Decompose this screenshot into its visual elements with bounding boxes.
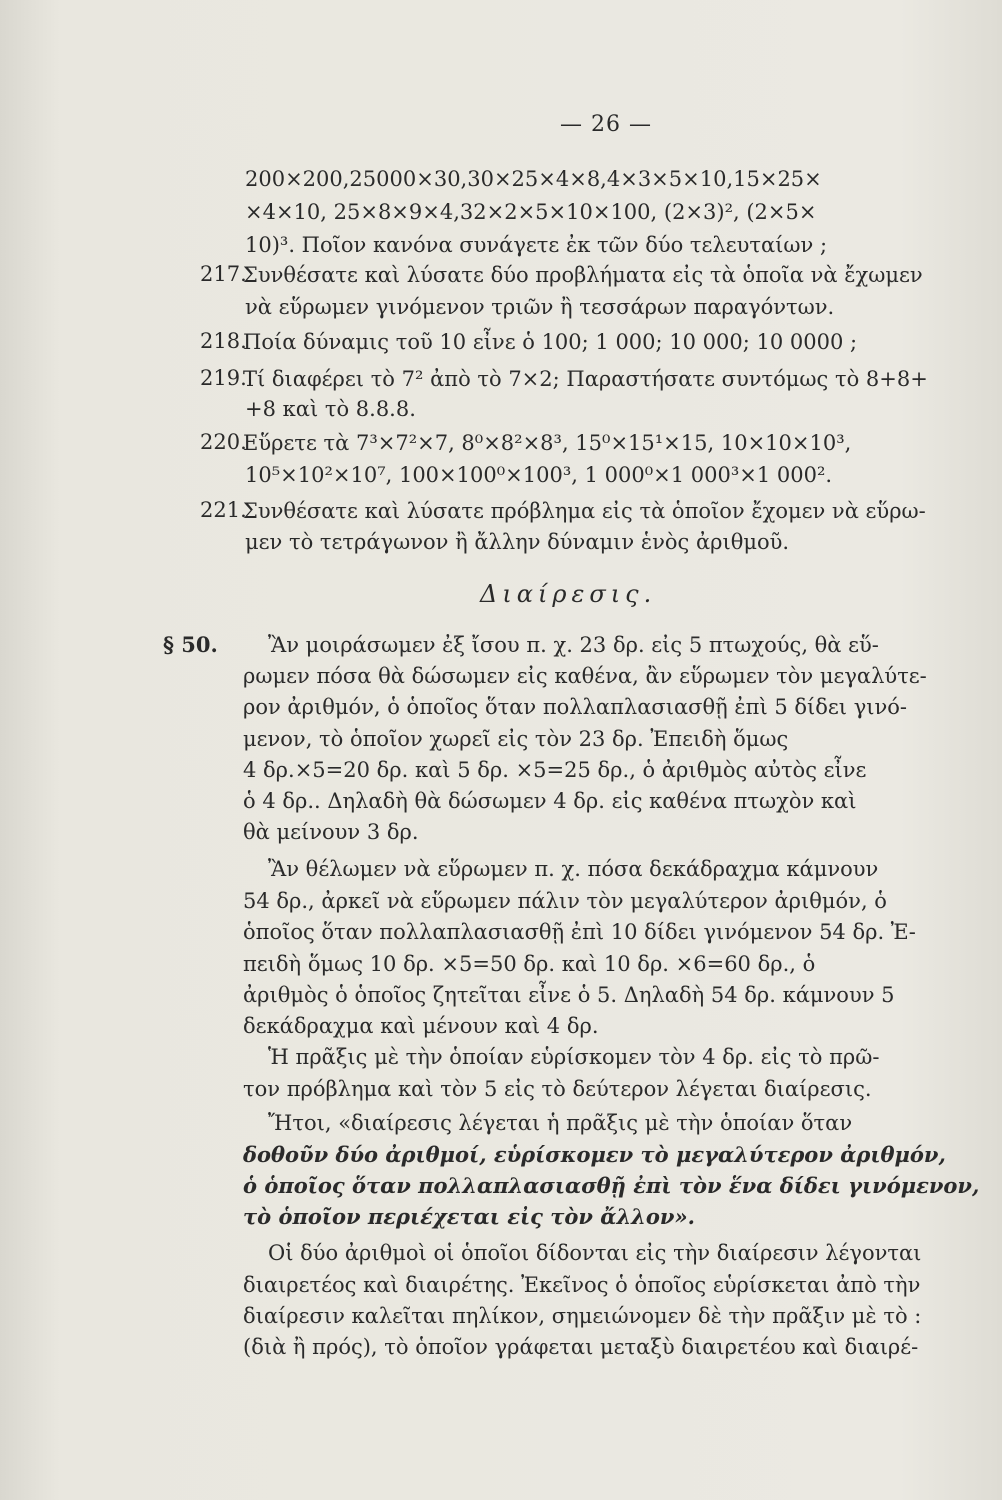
paragraph-line: διαίρεσιν καλεῖται πηλίκον, σημειώνομεν δὲ τὴν πρᾶξιν μὲ τὸ : bbox=[243, 1304, 922, 1328]
paragraph-line: Ἂν μοιράσωμεν ἐξ ἴσου π. χ. 23 δρ. εἰς 5 πτωχούς, θὰ εὕ- bbox=[268, 633, 879, 657]
paragraph-line: 4 δρ.×5=20 δρ. καὶ 5 δρ. ×5=25 δρ., ὁ ἀριθμὸς αὐτὸς εἶνε bbox=[243, 758, 867, 782]
definition-line: ὁ ὁποῖος ὅταν πολλαπλασιασθῇ ἐπὶ τὸν ἕνα δίδει γινόμενον, bbox=[243, 1173, 980, 1198]
exercise-number: 219. bbox=[200, 366, 247, 390]
exercise-number: 218. bbox=[200, 329, 247, 353]
exercise-text: +8 καὶ τὸ 8.8.8. bbox=[245, 397, 416, 421]
exercise-text: Εὕρετε τὰ 7³×7²×7, 8⁰×8²×8³, 15⁰×15¹×15, 10×10×10³, bbox=[243, 431, 852, 455]
paragraph-line: τον πρόβλημα καὶ τὸν 5 εἰς τὸ δεύτερον λέγεται διαίρεσις. bbox=[243, 1077, 872, 1101]
exercise-number: 217. bbox=[200, 262, 247, 286]
page-number: — 26 — bbox=[560, 112, 652, 137]
paragraph-line: Ἡ πρᾶξις μὲ τὴν ὁποίαν εὑρίσκομεν τὸν 4 δρ. εἰς τὸ πρῶ- bbox=[268, 1045, 880, 1069]
paragraph-line: ρωμεν πόσα θὰ δώσωμεν εἰς καθένα, ἂν εὕρωμεν τὸν μεγαλύτε- bbox=[243, 664, 927, 688]
exercise-number: 221. bbox=[200, 498, 247, 522]
exercise-text: Τί διαφέρει τὸ 7² ἀπὸ τὸ 7×2; Παραστήσατε συντόμως τὸ 8+8+ bbox=[243, 367, 928, 391]
exercise-216-line-3: 10)³. Ποῖον κανόνα συνάγετε ἐκ τῶν δύο τελευταίων ; bbox=[245, 233, 828, 257]
paragraph-line: ρον ἀριθμόν, ὁ ὁποῖος ὅταν πολλαπλασιασθῇ ἐπὶ 5 δίδει γινό- bbox=[243, 695, 907, 719]
paragraph-line: ἀριθμὸς ὁ ὁποῖος ζητεῖται εἶνε ὁ 5. Δηλαδὴ 54 δρ. κάμνουν 5 bbox=[243, 983, 895, 1007]
definition-line: Ἤτοι, «διαίρεσις λέγεται ἡ πρᾶξις μὲ τὴν ὁποίαν ὅταν bbox=[268, 1111, 853, 1135]
section-heading: Διαίρεσις. bbox=[480, 580, 657, 608]
exercise-number: 220. bbox=[200, 430, 247, 454]
paragraph-line: μενον, τὸ ὁποῖον χωρεῖ εἰς τὸν 23 δρ. Ἐπειδὴ ὅμως bbox=[243, 727, 789, 751]
paragraph-line: πειδὴ ὅμως 10 δρ. ×5=50 δρ. καὶ 10 δρ. ×6=60 δρ., ὁ bbox=[243, 952, 816, 976]
paragraph-line: (διὰ ἢ πρός), τὸ ὁποῖον γράφεται μεταξὺ διαιρετέου καὶ διαιρέ- bbox=[243, 1335, 919, 1359]
exercise-text: 10⁵×10²×10⁷, 100×100⁰×100³, 1 000⁰×1 000³×1 000². bbox=[245, 463, 833, 487]
paragraph-line: 54 δρ., ἀρκεῖ νὰ εὕρωμεν πάλιν τὸν μεγαλύτερον ἀριθμόν, ὁ bbox=[243, 889, 887, 913]
definition-line: τὸ ὁποῖον περιέχεται εἰς τὸν ἄλλον». bbox=[243, 1204, 695, 1229]
paragraph-line: δεκάδραχμα καὶ μένουν καὶ 4 δρ. bbox=[243, 1014, 599, 1038]
section-mark: § 50. bbox=[163, 632, 218, 657]
paragraph-line: διαιρετέος καὶ διαιρέτης. Ἐκεῖνος ὁ ὁποῖος εὑρίσκεται ἀπὸ τὴν bbox=[243, 1273, 921, 1297]
paragraph-line: θὰ μείνουν 3 δρ. bbox=[243, 820, 419, 844]
exercise-text: Συνθέσατε καὶ λύσατε πρόβλημα εἰς τὰ ὁποῖον ἔχομεν νὰ εὕρω- bbox=[243, 499, 926, 523]
exercise-text: Συνθέσατε καὶ λύσατε δύο προβλήματα εἰς τὰ ὁποῖα νὰ ἔχωμεν bbox=[243, 263, 923, 287]
exercise-text: μεν τὸ τετράγωνον ἢ ἄλλην δύναμιν ἑνὸς ἀριθμοῦ. bbox=[245, 530, 790, 554]
exercise-text: Ποία δύναμις τοῦ 10 εἶνε ὁ 100; 1 000; 10 000; 10 0000 ; bbox=[243, 330, 858, 354]
paragraph-line: ὁ 4 δρ.. Δηλαδὴ θὰ δώσωμεν 4 δρ. εἰς καθένα πτωχὸν καὶ bbox=[243, 789, 857, 813]
exercise-216-line-1: 200×200,25000×30,30×25×4×8,4×3×5×10,15×25× bbox=[245, 167, 822, 191]
exercise-216-line-2: ×4×10, 25×8×9×4,32×2×5×10×100, (2×3)², (2×5× bbox=[245, 200, 817, 224]
paragraph-line: ὁποῖος ὅταν πολλαπλασιασθῇ ἐπὶ 10 δίδει γινόμενον 54 δρ. Ἐ- bbox=[243, 920, 916, 944]
paragraph-line: Οἱ δύο ἀριθμοὶ οἱ ὁποῖοι δίδονται εἰς τὴν διαίρεσιν λέγονται bbox=[268, 1241, 922, 1265]
paragraph-line: Ἂν θέλωμεν νὰ εὕρωμεν π. χ. πόσα δεκάδραχμα κάμνουν bbox=[268, 857, 879, 881]
definition-line: δοθοῦν δύο ἀριθμοί, εὑρίσκομεν τὸ μεγαλύτερον ἀριθμόν, bbox=[243, 1142, 946, 1167]
exercise-text: νὰ εὕρωμεν γινόμενον τριῶν ἢ τεσσάρων παραγόντων. bbox=[245, 295, 835, 319]
